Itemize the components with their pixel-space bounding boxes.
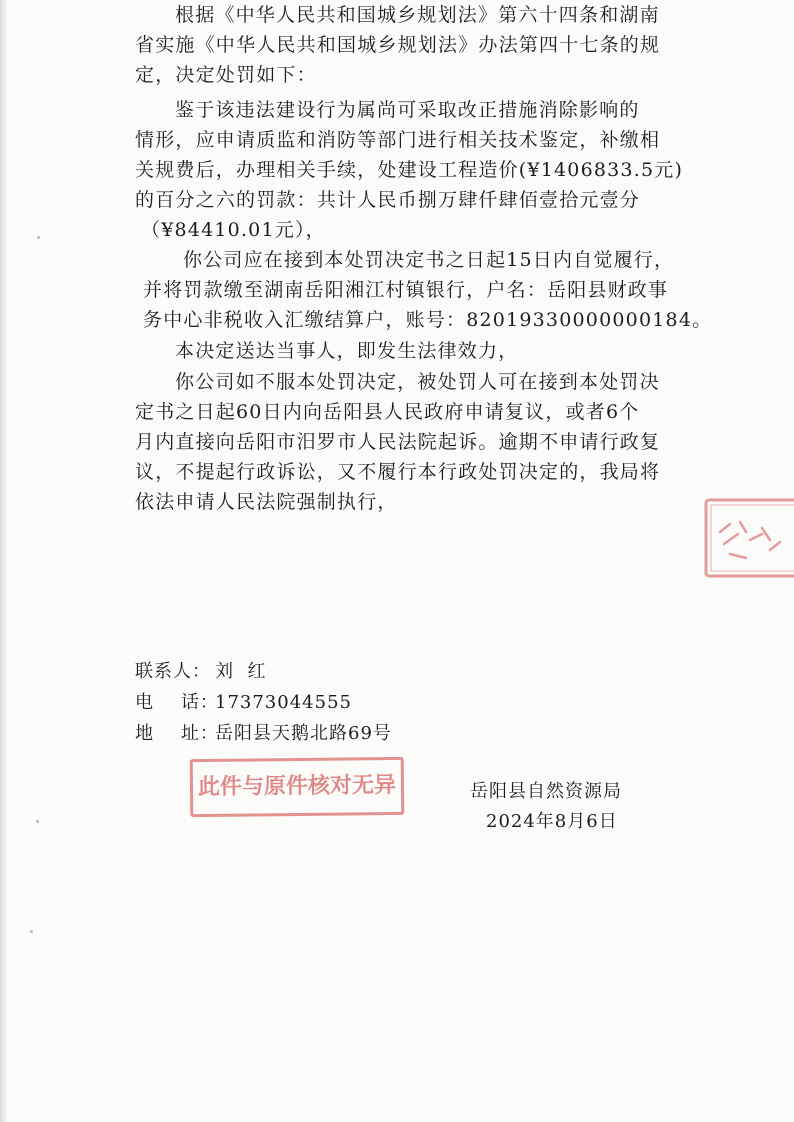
text-line: 省实施《中华人民共和国城乡规划法》办法第四十七条的规: [135, 34, 661, 56]
text-line: 鉴于该违法建设行为属尚可采取改正措施消除影响的: [175, 99, 640, 121]
contact-person: [135, 657, 266, 683]
text-line: 的百分之六的罚款：共计人民币捌万肆仟肆佰壹拾元壹分: [135, 189, 641, 211]
scan-speck: [37, 236, 40, 239]
issuer-name: 岳阳县自然资源局: [470, 781, 622, 802]
text-line: 你公司如不服本处罚决定，被处罚人可在接到本处罚决: [175, 371, 660, 393]
text-line: 定书之日起60日内向岳阳县人民政府申请复议，或者6个: [135, 401, 640, 423]
text-line: （¥84410.01元），: [141, 219, 326, 241]
issue-date: 2024年8月6日: [486, 811, 618, 832]
contact-person-label: 联系人：: [135, 661, 211, 682]
text-line: 月内直接向岳阳市汨罗市人民法院起诉。逾期不申请行政复: [135, 431, 661, 453]
text-line: 议，不提起行政诉讼，又不履行本行政处罚决定的，我局将: [135, 461, 661, 483]
contact-person-value: 刘 红: [215, 661, 267, 682]
contact-address-label: 地 址：: [135, 723, 219, 744]
copy-verification-stamp: 此件与原件核对无异: [190, 757, 405, 817]
contact-phone-value: 17373044555: [215, 692, 352, 713]
seam-seal-icon: [700, 492, 794, 584]
text-line: 情形，应申请质监和消防等部门进行相关技术鉴定，补缴相: [135, 129, 661, 151]
text-line: 本决定送达当事人，即发生法律效力，: [175, 340, 519, 362]
text-line: 关规费后，办理相关手续，处建设工程造价(¥1406833.5元): [135, 159, 684, 181]
text-line: 你公司应在接到本处罚决定书之日起15日内自觉履行，: [183, 249, 675, 271]
text-line: 根据《中华人民共和国城乡规划法》第六十四条和湖南: [175, 4, 660, 26]
text-line: 定，决定处罚如下：: [135, 64, 317, 86]
contact-address-value: 岳阳县天鹅北路69号: [215, 723, 392, 744]
paragraph-effect: [135, 336, 695, 366]
text-line: 并将罚款缴至湖南岳阳湘江村镇银行，户名：岳阳县财政事: [143, 279, 669, 301]
scan-speck: [30, 930, 33, 933]
paragraph-appeal: [135, 367, 695, 517]
contact-phone-label: 电 话：: [135, 692, 219, 713]
scan-speck: [36, 820, 39, 823]
contact-phone: [135, 688, 352, 714]
paragraph-legal-basis: [135, 0, 695, 90]
text-line: 依法申请人民法院强制执行，: [135, 491, 398, 513]
paragraph-payment: [135, 245, 713, 335]
paragraph-penalty: [135, 95, 695, 245]
contact-address: [135, 719, 392, 745]
text-line: 务中心非税收入汇缴结算户，账号：82019330000000184。: [143, 309, 713, 331]
scan-page-edge: [0, 0, 8, 1122]
